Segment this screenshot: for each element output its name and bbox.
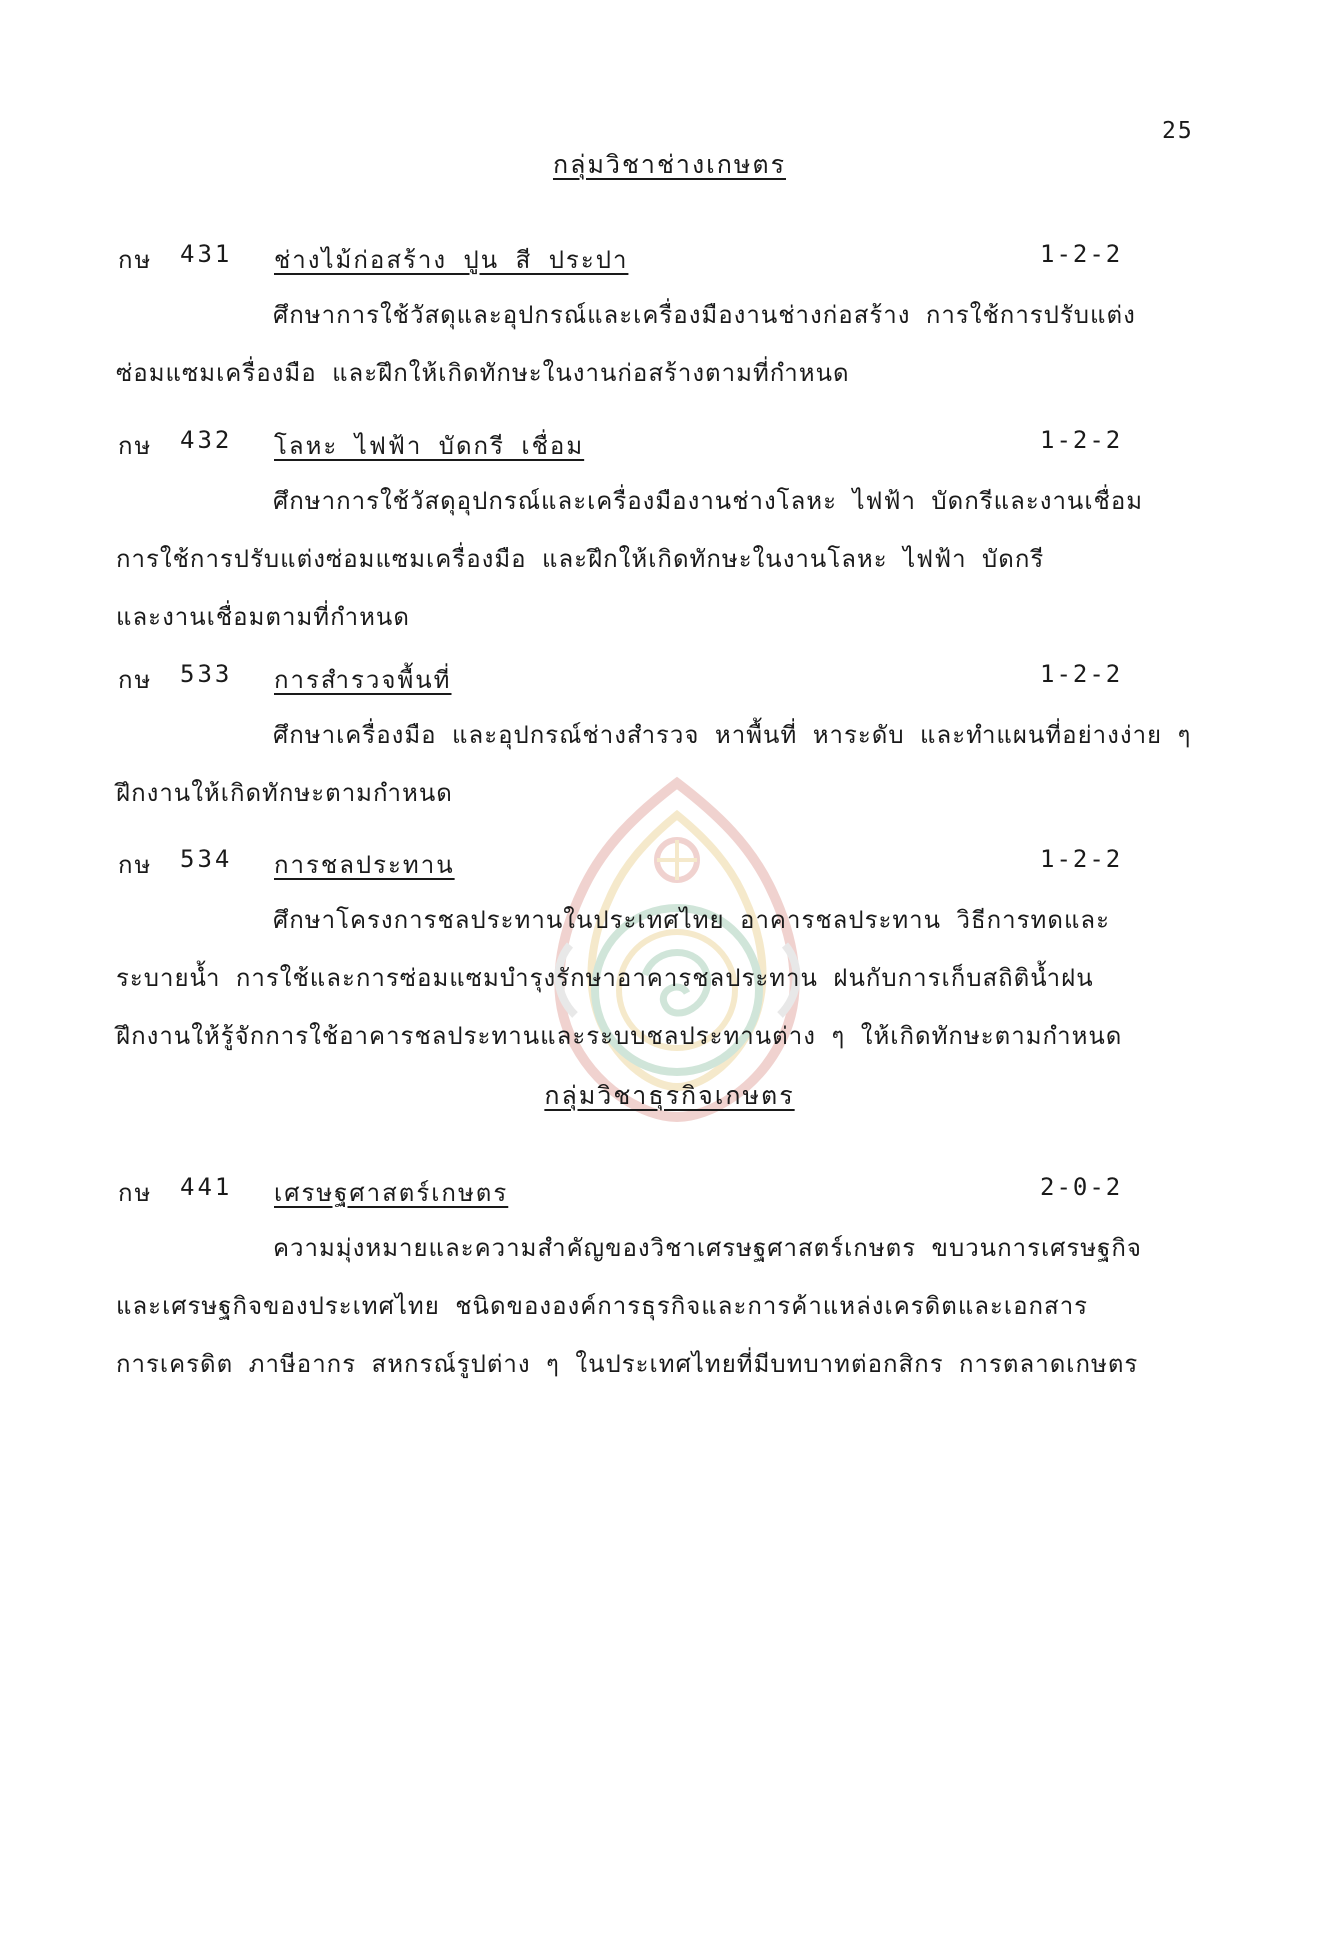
course-header: [0, 240, 1339, 286]
course-description: [0, 706, 1339, 822]
course-title: เศรษฐศาสตร์เกษตร: [274, 1179, 509, 1207]
course-block: [0, 1173, 1339, 1393]
course-header: [0, 1173, 1339, 1219]
course-title: การชลประทาน: [274, 851, 455, 879]
course-description: [0, 286, 1339, 402]
course-prefix: กษ: [118, 1179, 153, 1207]
course-header: [0, 426, 1339, 472]
course-credits: 1-2-2: [1040, 426, 1123, 454]
course-prefix: กษ: [118, 432, 153, 460]
section-heading-agribusiness: [0, 1076, 1339, 1116]
course-description: [0, 891, 1339, 1065]
course-description: [0, 472, 1339, 646]
description-line: ความมุ่งหมายและความสำคัญของวิชาเศรษฐศาสตร์เกษตร ขบวนการเศรษฐกิจ: [273, 1234, 1142, 1262]
description-line: ศึกษาการใช้วัสดุและอุปกรณ์และเครื่องมืองานช่างก่อสร้าง การใช้การปรับแต่ง: [273, 301, 1136, 329]
description-line: ฝึกงานให้เกิดทักษะตามกำหนด: [116, 779, 453, 807]
course-description: [0, 1219, 1339, 1393]
course-credits: 2-0-2: [1040, 1173, 1123, 1201]
description-line: การเครดิต ภาษีอากร สหกรณ์รูปต่าง ๆ ในประเทศไทยที่มีบทบาทต่อกสิกร การตลาดเกษตร: [116, 1350, 1139, 1378]
course-title: ช่างไม้ก่อสร้าง ปูน สี ประปา: [274, 246, 629, 274]
course-code: 432: [180, 426, 233, 454]
description-line: และเศรษฐกิจของประเทศไทย ชนิดขององค์การธุรกิจและการค้าแหล่งเครดิตและเอกสาร: [116, 1292, 1089, 1320]
section-heading-text: กลุ่มวิชาธุรกิจเกษตร: [544, 1081, 795, 1110]
description-line: ศึกษาเครื่องมือ และอุปกรณ์ช่างสำรวจ หาพื้นที่ หาระดับ และทำแผนที่อย่างง่าย ๆ: [273, 721, 1192, 749]
course-prefix: กษ: [118, 666, 153, 694]
course-code: 441: [180, 1173, 233, 1201]
section-heading-agricultural-mechanics: [0, 145, 1339, 185]
course-code: 534: [180, 845, 233, 873]
description-line: การใช้การปรับแต่งซ่อมแซมเครื่องมือ และฝึกให้เกิดทักษะในงานโลหะ ไฟฟ้า บัดกรี: [116, 545, 1045, 573]
page-number: 25: [1162, 118, 1194, 144]
course-prefix: กษ: [118, 246, 153, 274]
course-block: [0, 240, 1339, 402]
description-line: ซ่อมแซมเครื่องมือ และฝึกให้เกิดทักษะในงานก่อสร้างตามที่กำหนด: [116, 359, 850, 387]
course-title: การสำรวจพื้นที่: [274, 666, 452, 694]
course-prefix: กษ: [118, 851, 153, 879]
course-code: 533: [180, 660, 233, 688]
course-credits: 1-2-2: [1040, 845, 1123, 873]
course-header: [0, 845, 1339, 891]
description-line: ศึกษาการใช้วัสดุอุปกรณ์และเครื่องมืองานช่างโลหะ ไฟฟ้า บัดกรีและงานเชื่อม: [273, 487, 1144, 515]
description-line: ศึกษาโครงการชลประทานในประเทศไทย อาคารชลประทาน วิธีการทดและ: [273, 906, 1111, 934]
description-line: และงานเชื่อมตามที่กำหนด: [116, 603, 410, 631]
section-heading-text: กลุ่มวิชาช่างเกษตร: [552, 150, 787, 179]
course-credits: 1-2-2: [1040, 240, 1123, 268]
course-header: [0, 660, 1339, 706]
description-line: ระบายน้ำ การใช้และการซ่อมแซมบำรุงรักษาอาคารชลประทาน ฝนกับการเก็บสถิติน้ำฝน: [116, 964, 1094, 992]
course-credits: 1-2-2: [1040, 660, 1123, 688]
course-code: 431: [180, 240, 233, 268]
course-block: [0, 845, 1339, 1065]
course-block: [0, 660, 1339, 822]
course-block: [0, 426, 1339, 646]
description-line: ฝึกงานให้รู้จักการใช้อาคารชลประทานและระบบชลประทานต่าง ๆ ให้เกิดทักษะตามกำหนด: [116, 1022, 1123, 1050]
course-title: โลหะ ไฟฟ้า บัดกรี เชื่อม: [274, 432, 585, 460]
